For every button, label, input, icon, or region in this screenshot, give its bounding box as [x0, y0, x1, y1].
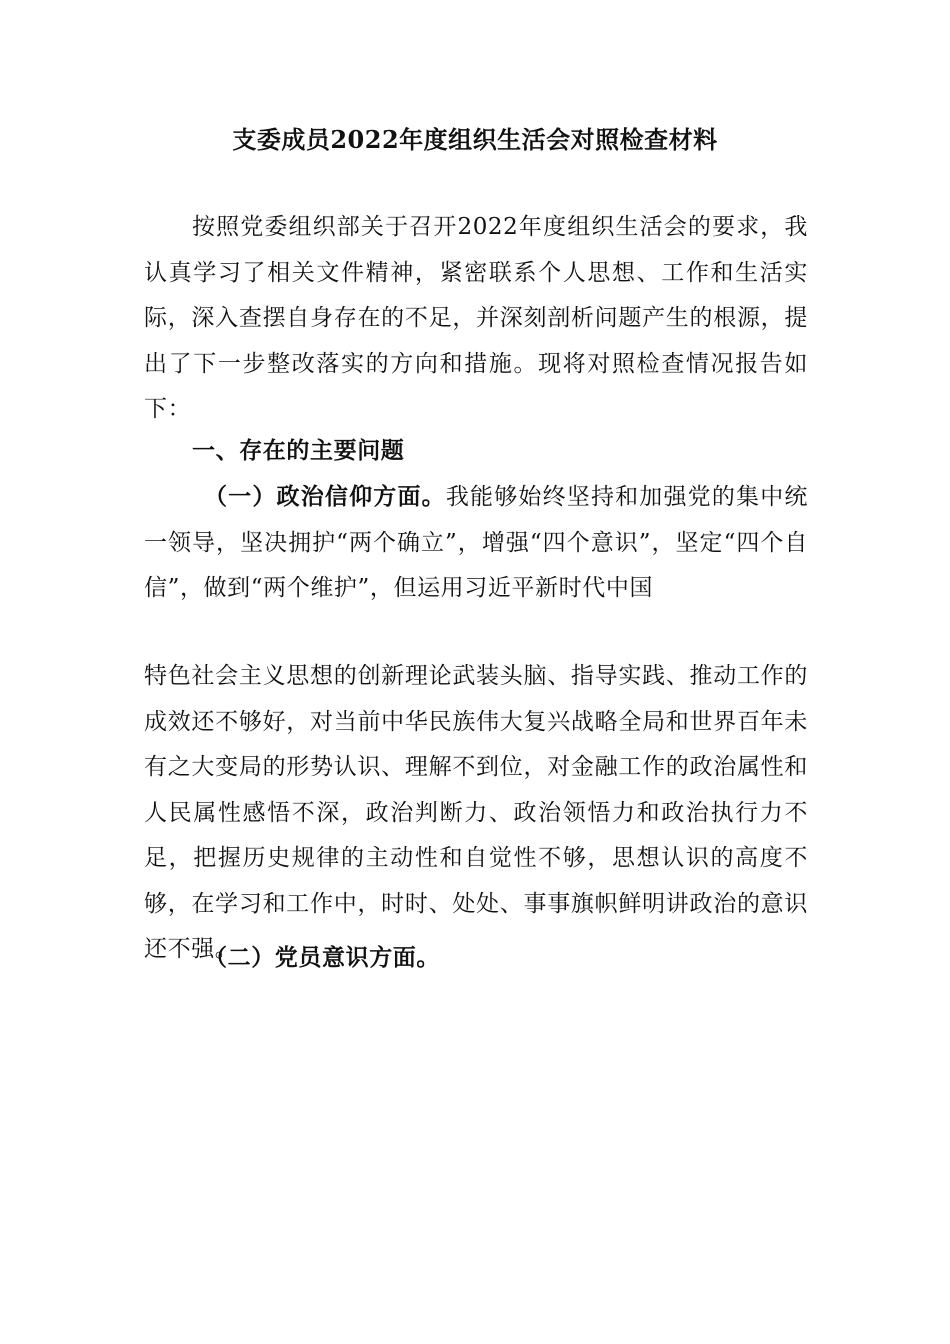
document-title: 支委成员2022年度组织生活会对照检查材料 — [232, 125, 718, 154]
political-belief-continued-paragraph: 特色社会主义思想的创新理论武装头脑、指导实践、推动工作的成效还不够好，对当前中华民族伟大复兴战略全局和世界百年未有之大变局的形势认识、理解不到位，对金融工作的政治属性和人民属性感悟不深，政治判断力、政治领悟力和政治执行力不足，把握历史规律的主动性和自觉性不够，思想认识的高度不够，在学习和工作中，时时、处处、事事旗帜鲜明讲政治的意识还不强。 — [144, 663, 808, 962]
political-belief-text: 我能够始终坚持和加强党的集中统一领导，坚决拥护“两个确立”，增强“四个意识”，坚定“四个自信”，做到“两个维护”，但运用习近平新时代中国 — [144, 484, 809, 601]
political-belief-lead: （一）政治信仰方面。 — [204, 483, 446, 510]
section-heading-problems: 一、存在的主要问题 — [192, 437, 405, 464]
intro-paragraph: 按照党委组织部关于召开2022年度组织生活会的要求，我认真学习了相关文件精神，紧密联系个人思想、工作和生活实际，深入查摆自身存在的不足，并深刻剖析问题产生的根源，提出了下一步整改落实的方向和措施。现将对照检查情况报告如下： — [144, 214, 808, 422]
political-belief-paragraph — [144, 474, 808, 612]
party-member-awareness-heading: （二）党员意识方面。 — [204, 944, 440, 971]
